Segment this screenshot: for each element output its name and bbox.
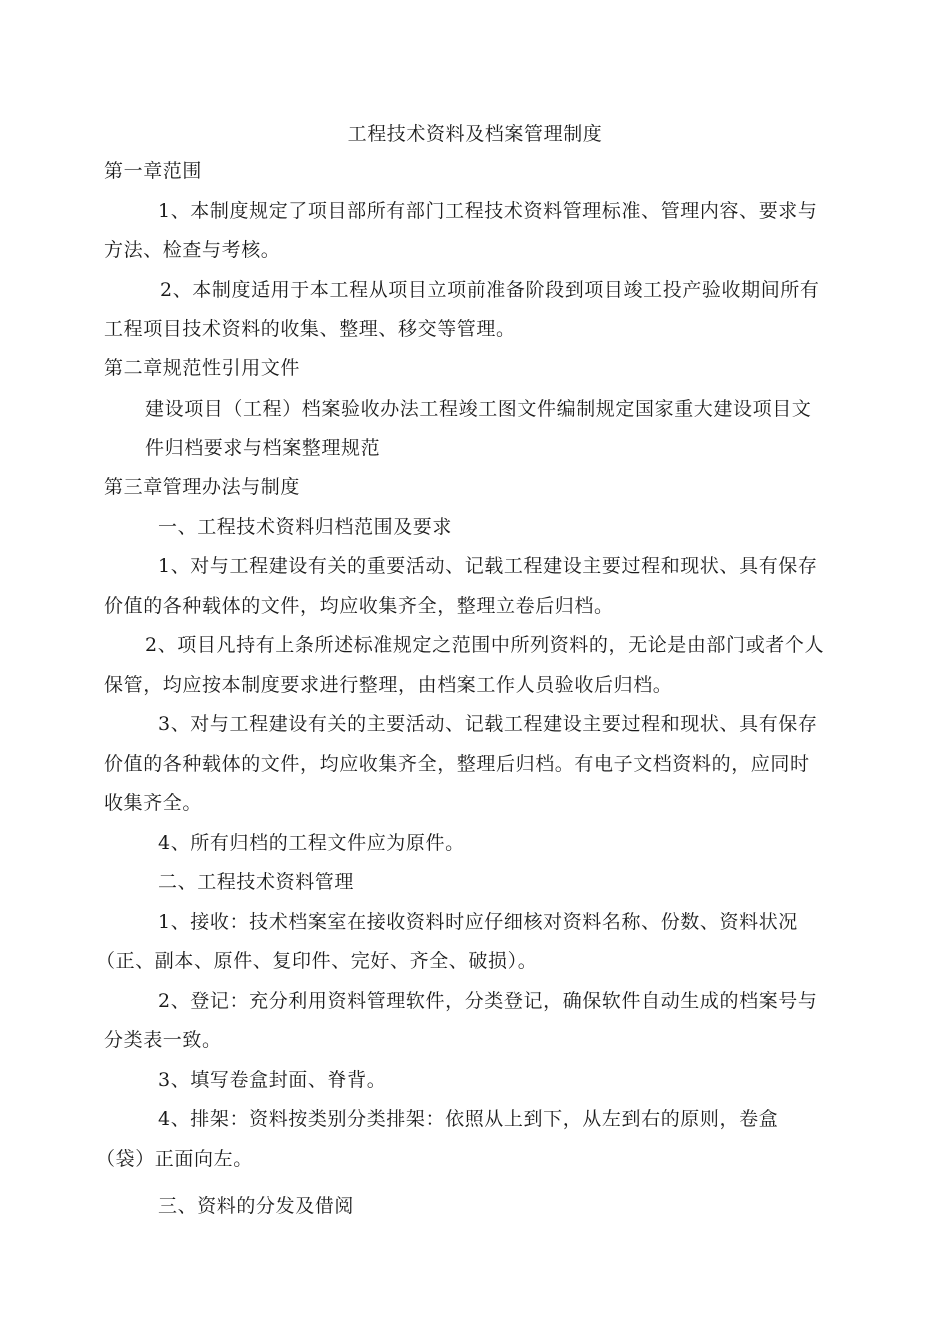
chapter-1-item-1-line-1: 1、本制度规定了项目部所有部门工程技术资料管理标准、管理内容、要求与 — [158, 200, 818, 222]
section-1-item-3-line-2: 价值的各种载体的文件，均应收集齐全，整理后归档。有电子文档资料的，应同时 — [104, 753, 810, 775]
chapter-1-item-2-line-1: 2、本制度适用于本工程从项目立项前准备阶段到项目竣工投产验收期间所有 — [160, 279, 820, 301]
section-1-item-3-line-1: 3、对与工程建设有关的主要活动、记载工程建设主要过程和现状、具有保存 — [158, 713, 818, 735]
section-1-item-3-line-3: 收集齐全。 — [104, 792, 203, 814]
section-1-item-2-line-2: 保管，均应按本制度要求进行整理，由档案工作人员验收后归档。 — [104, 674, 673, 696]
section-2-item-1-line-1: 1、接收：技术档案室在接收资料时应仔细核对资料名称、份数、资料状况 — [158, 911, 798, 933]
section-1-item-1-line-2: 价值的各种载体的文件，均应收集齐全，整理立卷后归档。 — [104, 595, 614, 617]
chapter-2-refs-line-2: 件归档要求与档案整理规范 — [145, 437, 381, 459]
chapter-1-heading: 第一章范围 — [104, 160, 203, 182]
document-title: 工程技术资料及档案管理制度 — [347, 123, 603, 145]
section-2-item-2-line-2: 分类表一致。 — [104, 1029, 222, 1051]
section-2-heading: 二、工程技术资料管理 — [158, 871, 355, 893]
chapter-2-heading: 第二章规范性引用文件 — [104, 357, 301, 379]
section-3-heading: 三、资料的分发及借阅 — [158, 1195, 355, 1217]
section-1-item-4-line-1: 4、所有归档的工程文件应为原件。 — [158, 832, 465, 854]
section-2-item-1-line-2: （正、副本、原件、复印件、完好、齐全、破损）。 — [96, 950, 538, 972]
section-2-item-2-line-1: 2、登记：充分利用资料管理软件，分类登记，确保软件自动生成的档案号与 — [158, 990, 818, 1012]
chapter-2-refs-line-1: 建设项目（工程）档案验收办法工程竣工图文件编制规定国家重大建设项目文 — [145, 398, 812, 420]
chapter-1-item-2-line-2: 工程项目技术资料的收集、整理、移交等管理。 — [104, 318, 516, 340]
section-2-item-3-line-1: 3、填写卷盒封面、脊背。 — [158, 1069, 387, 1091]
section-2-item-4-line-1: 4、排架：资料按类别分类排架：依照从上到下，从左到右的原则，卷盒 — [158, 1108, 779, 1130]
section-1-heading: 一、工程技术资料归档范围及要求 — [158, 516, 453, 538]
chapter-1-item-1-line-2: 方法、检查与考核。 — [104, 239, 281, 261]
section-1-item-2-line-1: 2、项目凡持有上条所述标准规定之范围中所列资料的，无论是由部门或者个人 — [145, 634, 825, 656]
section-1-item-1-line-1: 1、对与工程建设有关的重要活动、记载工程建设主要过程和现状、具有保存 — [158, 555, 818, 577]
chapter-3-heading: 第三章管理办法与制度 — [104, 476, 301, 498]
section-2-item-4-line-2: （袋）正面向左。 — [96, 1148, 253, 1170]
